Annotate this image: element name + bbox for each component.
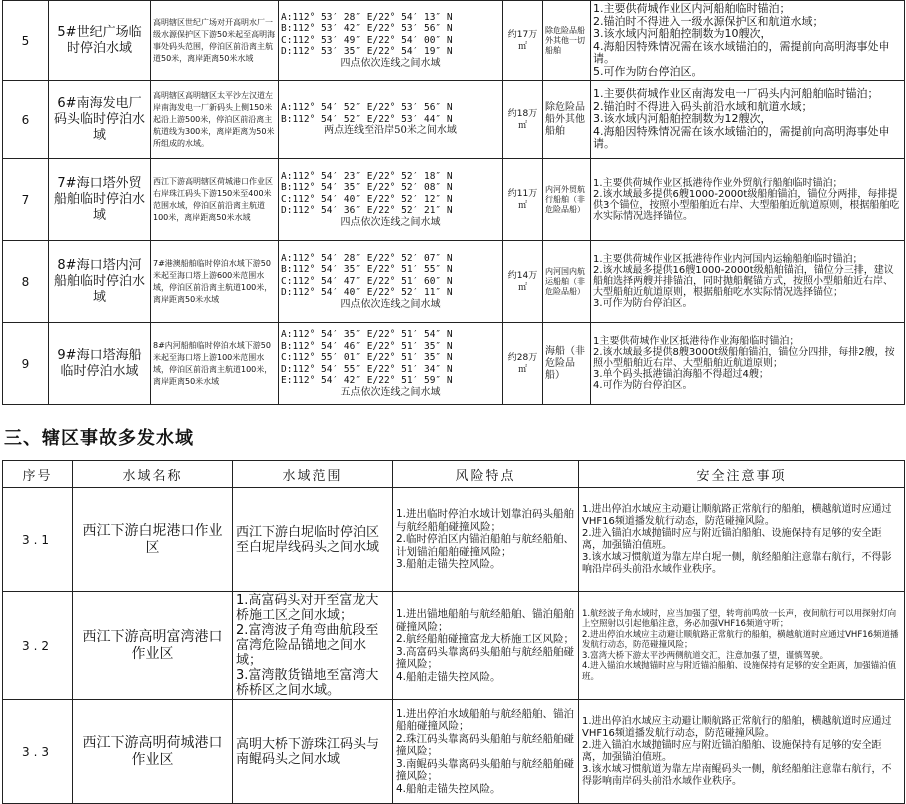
note-line: 4.海船因特殊情况需在该水域锚泊的，需提前向高明海事处申请。 [593,124,890,151]
safety-line: 3.该水域习惯航道为靠左岸白坭一侧，航经船舶注意靠右航行，不得影响沿岸码头前沿水域作业秩序。 [582,551,892,575]
note-line: 2.该水域最多提供8艘3000t级船舶锚泊，锚位分四排，每排2艘，按照小型船舶近右岸、大型船舶近航道原则； [593,347,895,369]
note-line: 3.该水域内河船舶控制数为12艘次， [593,112,772,126]
safety-line: 1.航经波子角水域时，应当加强了望，转弯前鸣放一长声，夜间航行可以用探射灯向上空照射以引起他船注意，务必加强VHF16频道守听； [582,608,897,630]
water-area-name: 6#南海发电厂码头临时停泊水域 [49,81,151,159]
water-area-description: 高明辖区高明辖区太平沙左汉道左岸南海发电一厂新码头上侧150米起沿上游500米，停泊区前沿离主航道线为300米，离岸距离为50米所组成的水域。 [151,81,279,159]
note-line: 2.该水域最多提供6艘1000-2000t级船舶锚泊，锚位分两排，每排提供3个锚位，按照小型船舶近右岸、大型船舶近航道原则，根据船舶吃水实际情况选择锚位。 [593,188,900,222]
table-row [3,592,905,700]
water-area-range [233,592,393,700]
note-line: 2.锚泊时不得进入一级水源保护区和航道水域； [593,14,824,28]
water-area-description: 高明辖区世纪广场对开高明水厂一级水源保护区下游50米起至高明海事处码头范围，停泊区前沿离主航道50米，离岸距离50米水域 [151,1,279,81]
section-title: 三、辖区事故多发水域 [4,428,194,449]
note-line: 1主要供荷城作业区抵港待作业海船临时锚泊； [593,336,800,347]
coordinate-point: C:112° 54′ 47″ E/22° 51′ 60″ N [281,275,453,287]
water-area-name: 5#世纪广场临时停泊水域 [49,1,151,81]
usage-notes [591,159,905,241]
table-row [3,700,905,804]
risk-line: 3.高富码头靠离码头船舶与航经船舶碰撞风险； [396,645,575,670]
coordinate-point: C:112° 54′ 40″ E/22° 52′ 12″ N [281,193,453,205]
coordinate-point: B:112° 54′ 35″ E/22° 51′ 55″ N [281,264,453,276]
row-number: 3.1 [3,488,73,592]
safety-line: 4.进入锚泊水域抛锚时应与附近锚泊船舶、设施保持有足够的安全距离，加强锚泊值班。 [582,661,897,682]
safety-line: 3.该水域习惯航道为靠左岸南鲲码头一侧，航经船舶注意靠右航行，不得影响南岸码头前沿水域作业秩序。 [582,763,892,787]
header-safety: 安全注意事项 [579,461,905,488]
coordinate-caption: 四点依次连线之间水域 [340,57,441,69]
water-area-name: 西江下游白坭港口作业区 [73,488,233,592]
water-area-name: 西江下游高明荷城港口作业区 [73,700,233,804]
water-area-size: 约14万㎡ [503,241,543,323]
risk-features [393,592,579,700]
coordinate-point: C:112° 55′ 01″ E/22° 51′ 35″ N [281,352,453,363]
target-vessels: 除危险品船外其他船舶 [543,81,591,159]
coordinate-point: E:112° 54′ 42″ E/22° 51′ 59″ N [281,375,453,386]
coordinate-point: A:112° 54′ 52″ E/22° 53′ 56″ N [281,102,453,114]
risk-line: 2.珠江码头靠离码头船舶与航经船舶碰撞风险； [396,732,575,758]
coordinate-point: B:112° 54′ 52″ E/22° 53′ 44″ N [281,113,453,125]
note-line: 2.该水域最多提供16艘1000-2000t级船舶锚泊，锚位分三排，建议船舶选择两艘并排锚泊，同时抛船艉锚方式，按照小型船舶近右岸、大型船舶近航道原则，根据船舶吃水实际情况选择锚位； [593,265,894,298]
coordinates-cell [279,241,503,323]
safety-line: 3.富湾大桥下游太平沙两侧航道交汇，注意加强了望，谨慎驾驶。 [582,650,829,661]
coordinate-caption: 四点依次连线之间水域 [340,298,441,310]
accident-table [2,460,905,804]
table-row [3,159,905,241]
coordinate-caption: 四点依次连线之间水域 [340,216,441,228]
table-row [3,323,905,405]
risk-line: 2.临时停泊区内锚泊船舶与航经船舶、计划锚泊船舶碰撞风险； [396,533,575,558]
safety-line: 1.进出停泊水域应主动避让顺航路正常航行的船舶，横越航道时应通过VHF16频道播发航行动态，防范碰撞风险。 [582,715,892,739]
row-number: 3.2 [3,592,73,700]
coordinate-point: A:112° 54′ 28″ E/22° 52′ 07″ N [281,252,453,264]
water-area-name: 7#海口塔外贸船舶临时停泊水域 [49,159,151,241]
coordinates-cell [279,159,503,241]
coordinate-point: D:112° 54′ 40″ E/22° 52′ 11″ N [281,287,453,299]
header-name: 水域名称 [73,461,233,488]
range-line: 2.富湾波子角弯曲航段至富湾危险品锚地之间水域； [236,623,379,668]
coordinate-caption: 两点连线至沿岸50米之间水域 [324,125,457,137]
safety-line: 2.进出停泊水域应主动避让顺航路正常航行的船舶，横越航道时应通过VHF16频道播发航行动态，防范碰撞风险； [582,629,899,651]
coordinates-cell [279,81,503,159]
risk-line: 3.船舶走锚失控风险。 [396,558,501,571]
note-line: 1.主要供荷城作业区内河船舶临时锚泊； [593,2,791,15]
note-line: 5.可作为防台停泊区。 [593,64,703,78]
note-line: 2.锚泊时不得进入码头前沿水域和航道水域； [593,99,813,113]
table-row [3,488,905,592]
safety-line: 1.进出停泊水域应主动避让顺航路正常航行的船舶，横越航道时应通过VHF16频道播发航行动态，防范碰撞风险。 [582,503,892,527]
range-line: 3.富湾散货锚地至富湾大桥桥区之间水域。 [236,668,379,698]
coordinate-point: A:112° 53′ 28″ E/22° 54′ 13″ N [281,11,453,23]
header-range: 水域范围 [233,461,393,488]
water-area-name: 西江下游高明富湾港口作业区 [73,592,233,700]
table-row [3,81,905,159]
usage-notes [591,1,905,81]
safety-line: 2.进入锚泊水域抛锚时应与附近锚泊船舶、设施保持有足够的安全距离，加强锚泊值班。 [582,739,882,763]
coordinate-point: B:112° 54′ 46″ E/22° 51′ 35″ N [281,340,453,352]
target-vessels: 内河外贸航行船舶（非危险品船） [543,159,591,241]
water-area-name: 9#海口塔海船临时停泊水域 [49,323,151,405]
header-risk: 风险特点 [393,461,579,488]
coordinate-point: B:112° 54′ 35″ E/22° 52′ 08″ N [281,182,453,194]
row-number: 6 [3,81,49,159]
coordinate-point: C:112° 53′ 49″ E/22° 54′ 00″ N [281,34,453,46]
water-area-size: 约28万㎡ [503,323,543,405]
coordinate-point: A:112° 54′ 35″ E/22° 51′ 54″ N [281,329,453,340]
row-number: 5 [3,1,49,81]
range-line: 1.高富码头对开至富龙大桥施工区之间水域； [236,593,379,623]
range-line: 西江下游白坭临时停泊区至白坭岸线码头之间水域 [236,524,380,555]
water-area-name: 8#海口塔内河船舶临时停泊水域 [49,241,151,323]
note-line: 4.海船因特殊情况需在该水域锚泊的，需提前向高明海事处申请。 [593,39,890,65]
row-number: 8 [3,241,49,323]
table-header-row [3,461,905,488]
coordinate-point: A:112° 54′ 23″ E/22° 52′ 18″ N [281,170,453,182]
usage-notes [591,81,905,159]
safety-notes [579,488,905,592]
usage-notes [591,323,905,405]
risk-features [393,488,579,592]
safety-line: 2.进入锚泊水域抛锚时应与附近锚泊船舶、设施保持有足够的安全距离，加强锚泊值班。 [582,527,882,551]
row-number: 7 [3,159,49,241]
water-area-description: 8#内河船舶临时停泊水域下游50米起至海口塔上游100米范围水域，停泊区前沿离主航道100米，离岸距离50米水域 [151,323,279,405]
coordinate-point: D:112° 53′ 35″ E/22° 54′ 19″ N [281,46,453,58]
risk-line: 1.进出临时停泊水域计划靠泊码头船舶与航经船舶碰撞风险； [396,508,575,533]
water-area-range [233,488,393,592]
row-number: 3.3 [3,700,73,804]
anchorage-table [2,0,905,405]
water-area-size: 约18万㎡ [503,81,543,159]
note-line: 3.该水域内河船舶控制数为10艘次， [593,27,772,40]
range-line: 高明大桥下游珠江码头与南鲲码头之间水域 [236,736,380,767]
table-row [3,241,905,323]
risk-line: 1.进出停泊水域船舶与航经船舶、锚泊船舶碰撞风险； [396,707,575,733]
note-line: 3.单个码头抵港锚泊海船不得超过4艘； [593,369,769,380]
target-vessels: 内河国内航运船舶（非危险品船） [543,241,591,323]
table-row [3,1,905,81]
risk-line: 1.进出锚地船舶与航经船舶、锚泊船舶碰撞风险； [396,608,575,633]
note-line: 1.主要供荷城作业区抵港待作业外贸航行船舶临时锚泊； [593,177,843,189]
coordinates-cell [279,323,503,405]
note-line: 4.可作为防台停泊区。 [593,380,693,391]
coordinate-point: D:112° 54′ 55″ E/22° 51′ 34″ N [281,363,453,375]
target-vessels: 除危险品船外其他一切船舶 [543,1,591,81]
coordinate-point: D:112° 54′ 36″ E/22° 52′ 21″ N [281,205,453,217]
water-area-size: 约11万㎡ [503,159,543,241]
note-line: 3.可作为防台停泊区。 [593,298,693,309]
safety-notes [579,592,905,700]
usage-notes [591,241,905,323]
risk-line: 4.船舶走锚失控风险。 [396,670,501,683]
water-area-size: 约17万㎡ [503,1,543,81]
risk-features [393,700,579,804]
row-number: 9 [3,323,49,405]
water-area-range [233,700,393,804]
coordinate-point: B:112° 53′ 42″ E/22° 53′ 56″ N [281,23,453,35]
risk-line: 2.航经船舶碰撞富龙大桥施工区风险； [396,633,575,645]
water-area-description: 7#港澳船舶临时停泊水域下游50米起至海口塔上游600米范围水域，停泊区前沿离主航道100米，离岸距离50米水域 [151,241,279,323]
water-area-description: 西江下游高明辖区荷城港口作业区右岸珠江码头下游150米至400米范围水域，停泊区前沿离主航道100米，离岸距离50米水域 [151,159,279,241]
target-vessels: 海船（非危险品船） [543,323,591,405]
note-line: 1.主要供荷城作业区抵港待作业内河国内运输船舶临时锚泊； [593,254,863,265]
note-line: 1.主要供荷城作业区南海发电一厂码头内河船舶临时锚泊； [593,87,879,101]
risk-line: 4.船舶走锚失控风险。 [396,782,501,795]
coordinate-caption: 五点依次连线之间水域 [340,386,441,398]
header-no: 序号 [3,461,73,488]
coordinates-cell [279,1,503,81]
risk-line: 3.南鲲码头靠离码头船舶与航经船舶碰撞风险； [396,757,575,783]
safety-notes [579,700,905,804]
